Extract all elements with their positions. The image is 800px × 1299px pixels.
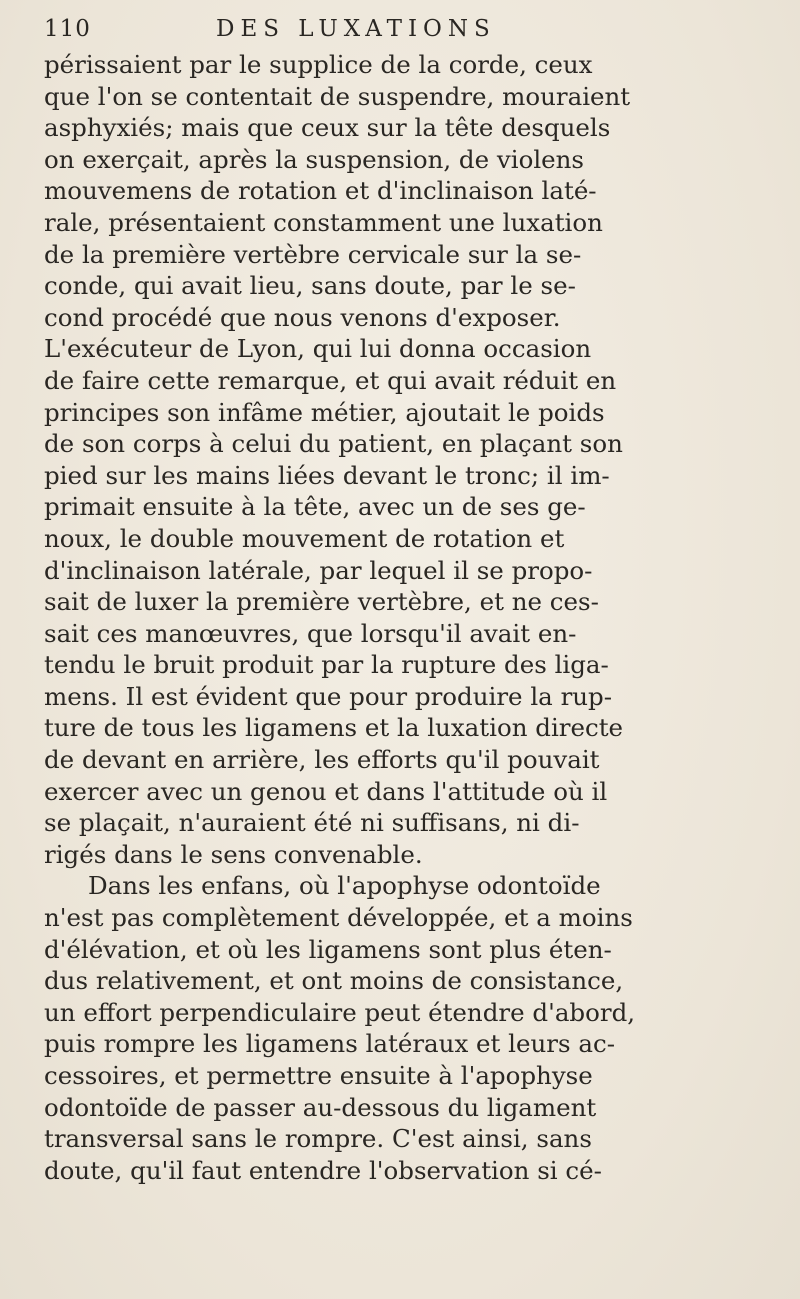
text-line: asphyxiés; mais que ceux sur la tête desquels (44, 113, 611, 143)
text-line: de devant en arrière, les efforts qu'il pouvait (44, 745, 600, 775)
text-line: de faire cette remarque, et qui avait réduit en (44, 365, 617, 395)
text-line: que l'on se contentait de suspendre, mouraient (44, 81, 631, 111)
text-line: sait ces manœuvres, que lorsqu'il avait en- (44, 618, 577, 648)
text-line: mouvemens de rotation et d'inclinaison laté- (44, 176, 597, 206)
text-line: rale, présentaient constamment une luxation (44, 207, 603, 237)
text-line: n'est pas complètement développée, et a moins (44, 903, 633, 933)
text-line: puis rompre les ligamens latéraux et leurs ac- (44, 1029, 615, 1059)
text-line: sait de luxer la première vertèbre, et ne ces- (44, 587, 599, 617)
text-line: d'élévation, et où les ligamens sont plus éten- (44, 934, 612, 964)
text-line: tendu le bruit produit par la rupture des liga- (44, 650, 609, 680)
paragraph-start-line: Dans les enfans, où l'apophyse odontoïde (88, 871, 601, 901)
text-line: périssaient par le supplice de la corde, ceux (44, 50, 593, 79)
text-line: transversal sans le rompre. C'est ainsi, sans (44, 1124, 592, 1154)
text-line: odontoïde de passer au-dessous du ligament (44, 1092, 597, 1122)
text-line: se plaçait, n'auraient été ni suffisans, ni di- (44, 808, 580, 838)
text-line: principes son infâme métier, ajoutait le poids (44, 397, 605, 427)
page-number: 110 (44, 16, 91, 42)
text-line: exercer avec un genou et dans l'attitude où il (44, 776, 608, 806)
text-line: rigés dans le sens convenable. (44, 839, 423, 869)
text-line: pied sur les mains liées devant le tronc; il im- (44, 460, 610, 490)
text-line: cessoires, et permettre ensuite à l'apophyse (44, 1061, 593, 1090)
text-line: un effort perpendiculaire peut étendre d'abord, (44, 997, 636, 1027)
text-line: de son corps à celui du patient, en plaçant son (44, 429, 623, 459)
text-line: L'exécuteur de Lyon, qui lui donna occasion (44, 334, 592, 364)
page-header (44, 14, 764, 44)
text-line: noux, le double mouvement de rotation et (44, 523, 565, 553)
running-head: DES LUXATIONS (216, 16, 496, 42)
text-line: conde, qui avait lieu, sans doute, par le se- (44, 271, 576, 301)
text-line: cond procédé que nous venons d'exposer. (44, 302, 561, 332)
text-line: d'inclinaison latérale, par lequel il se propo- (44, 555, 593, 585)
text-line: dus relativement, et ont moins de consistance, (44, 966, 624, 996)
body-text (44, 49, 792, 1186)
text-line: on exerçait, après la suspension, de violens (44, 144, 585, 174)
text-line: de la première vertèbre cervicale sur la se- (44, 239, 582, 269)
text-line: doute, qu'il faut entendre l'observation si cé- (44, 1155, 602, 1185)
text-line: primait ensuite à la tête, avec un de ses ge- (44, 492, 586, 522)
text-line: ture de tous les ligamens et la luxation directe (44, 713, 624, 743)
text-line: mens. Il est évident que pour produire la rup- (44, 681, 613, 711)
